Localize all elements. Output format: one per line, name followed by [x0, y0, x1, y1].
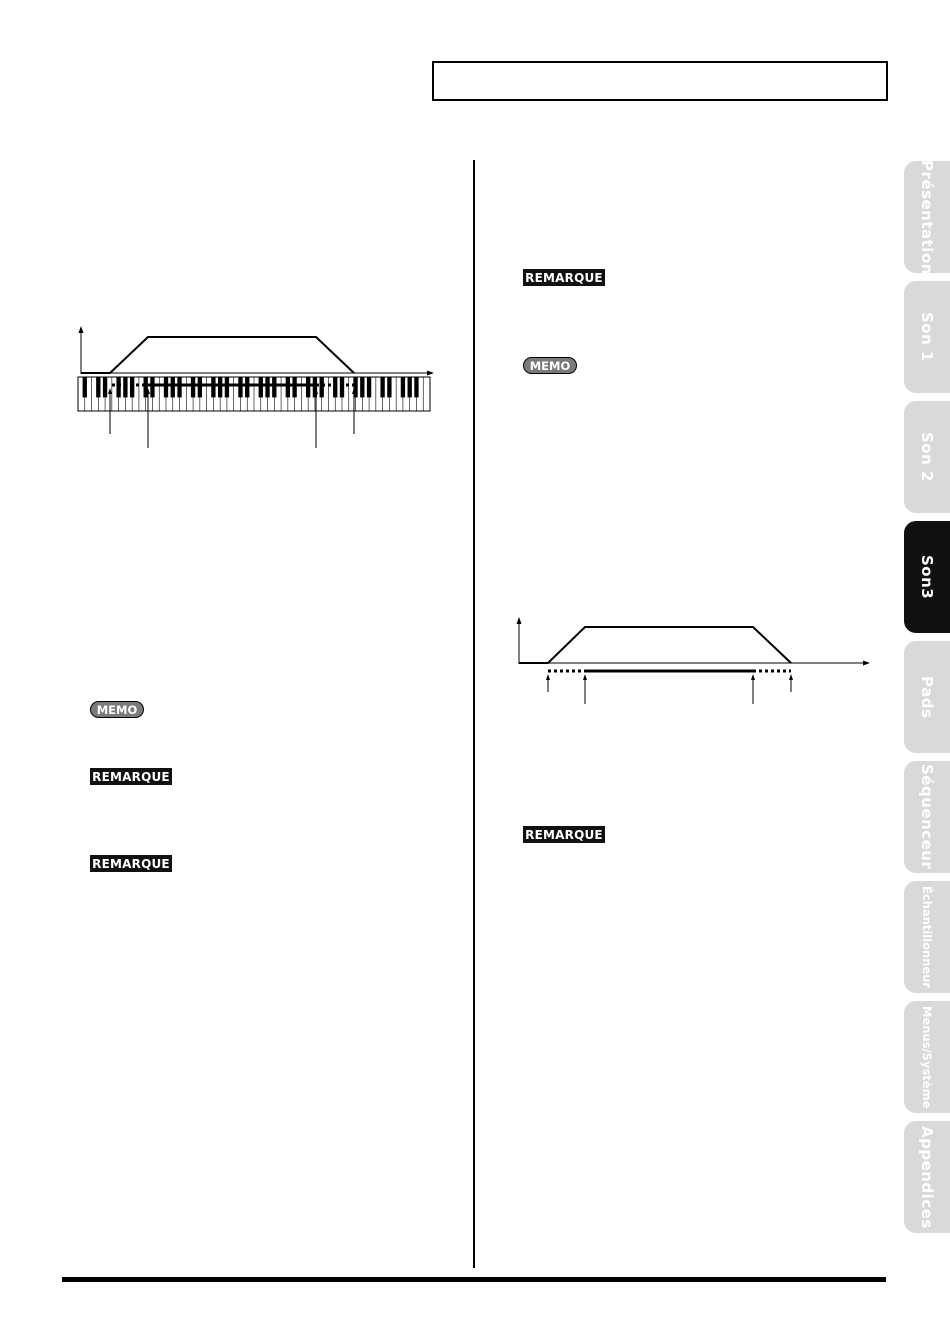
remarque-badge: REMARQUE — [523, 826, 605, 843]
tab-son-2[interactable] — [904, 401, 950, 513]
black-key — [164, 377, 168, 397]
black-key — [103, 377, 107, 397]
black-key — [130, 377, 134, 397]
tab-label: Séquenceur — [918, 764, 936, 870]
black-key — [414, 377, 418, 397]
black-key — [83, 377, 87, 397]
black-key — [116, 377, 120, 397]
black-key — [144, 377, 148, 397]
black-key — [286, 377, 290, 397]
tab-sequenceur[interactable] — [904, 761, 950, 873]
black-key — [265, 377, 269, 397]
tab-label: Son 2 — [918, 432, 936, 482]
black-key — [245, 377, 249, 397]
black-key — [198, 377, 202, 397]
tab-son-1[interactable] — [904, 281, 950, 393]
black-key — [259, 377, 263, 397]
tab-echantillonneur[interactable] — [904, 881, 950, 993]
tab-presentation[interactable] — [904, 161, 950, 273]
tab-appendices[interactable] — [904, 1121, 950, 1233]
black-key — [211, 377, 215, 397]
black-key — [380, 377, 384, 397]
tab-label: Appendices — [918, 1125, 936, 1229]
tab-label: Menus/Système — [920, 1005, 934, 1109]
tab-label: Présentation — [918, 159, 936, 275]
header-title-box — [432, 61, 888, 101]
tab-label: Échantillonneur — [920, 885, 934, 989]
tab-label: Son 1 — [918, 312, 936, 362]
keyboard-graphic — [78, 377, 430, 411]
memo-badge: MEMO — [523, 357, 577, 374]
black-key — [225, 377, 229, 397]
black-key — [333, 377, 337, 397]
black-key — [272, 377, 276, 397]
tab-label: Pads — [918, 675, 936, 719]
black-key — [340, 377, 344, 397]
column-divider — [473, 160, 475, 1268]
tab-pads[interactable] — [904, 641, 950, 753]
footer-rule — [62, 1277, 886, 1282]
keyboard-range-diagram — [70, 322, 440, 462]
black-key — [387, 377, 391, 397]
tab-label: Son3 — [918, 554, 936, 600]
black-key — [360, 377, 364, 397]
black-key — [171, 377, 175, 397]
black-key — [408, 377, 412, 397]
tab-son-3[interactable] — [904, 521, 950, 633]
black-key — [367, 377, 371, 397]
black-key — [218, 377, 222, 397]
black-key — [238, 377, 242, 397]
black-key — [191, 377, 195, 397]
black-key — [123, 377, 127, 397]
black-key — [401, 377, 405, 397]
black-key — [96, 377, 100, 397]
black-key — [177, 377, 181, 397]
black-key — [292, 377, 296, 397]
black-key — [320, 377, 324, 397]
black-key — [306, 377, 310, 397]
black-key — [150, 377, 154, 397]
remarque-badge: REMARQUE — [90, 768, 172, 785]
remarque-badge: REMARQUE — [523, 269, 605, 286]
remarque-badge: REMARQUE — [90, 855, 172, 872]
velocity-range-diagram — [510, 612, 880, 712]
memo-badge: MEMO — [90, 701, 144, 718]
tab-menus-systeme[interactable] — [904, 1001, 950, 1113]
